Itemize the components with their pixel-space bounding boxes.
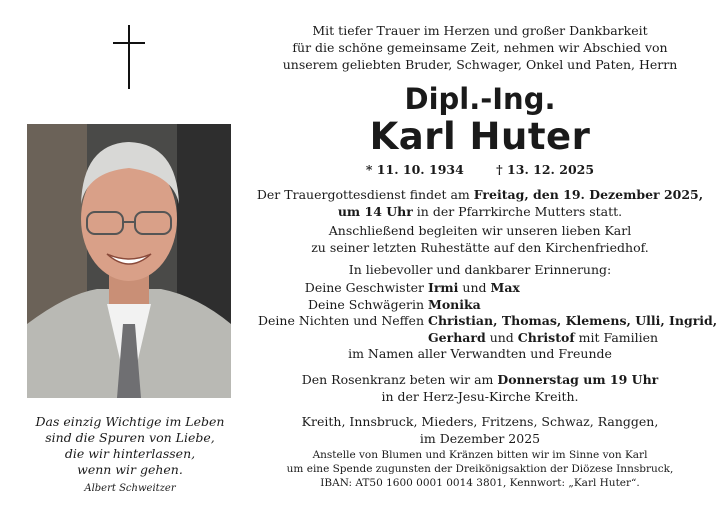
portrait-photo bbox=[27, 124, 231, 398]
funeral-service-info bbox=[250, 186, 710, 220]
family-row-nephews bbox=[250, 313, 720, 330]
quote-author: Albert Schweitzer bbox=[84, 483, 176, 494]
family-name: Gerhard bbox=[428, 329, 486, 345]
places-list: Kreith, Innsbruck, Mieders, Fritzens, Schwaz, Ranggen, bbox=[301, 414, 659, 429]
memorial-quote bbox=[10, 414, 250, 497]
cross-icon bbox=[113, 25, 145, 89]
family-name: Max bbox=[490, 280, 520, 295]
service-time: um 14 Uhr bbox=[337, 204, 413, 219]
deceased-name: Karl Huter bbox=[369, 115, 591, 158]
intro-line: unserem geliebten Bruder, Schwager, Onkel und Paten, Herrn bbox=[282, 57, 678, 72]
family-list bbox=[250, 280, 720, 346]
life-dates bbox=[250, 162, 710, 177]
places-date: im Dezember 2025 bbox=[419, 431, 541, 446]
quote-line: wenn wir gehen. bbox=[77, 462, 183, 477]
quote-line: die wir hinterlassen, bbox=[64, 446, 196, 461]
family-name: Monika bbox=[428, 296, 481, 312]
rosary-location: in der Herz-Jesu-Kirche Kreith. bbox=[381, 389, 579, 404]
memory-heading: In liebevoller und dankbarer Erinnerung: bbox=[348, 262, 612, 277]
donation-info bbox=[250, 448, 710, 490]
academic-title: Dipl.-Ing. bbox=[404, 82, 556, 116]
burial-line: zu seiner letzten Ruhestätte auf den Kirchenfriedhof. bbox=[311, 240, 649, 255]
death-date: † 13. 12. 2025 bbox=[496, 162, 595, 177]
intro-line: für die schöne gemeinsame Zeit, nehmen wir Abschied von bbox=[292, 40, 668, 55]
places-line bbox=[250, 413, 710, 447]
family-name: Christian, Thomas, Klemens, Ulli, Ingrid, bbox=[428, 313, 718, 328]
family-conj: und bbox=[485, 329, 518, 345]
family-row-nephews-cont bbox=[250, 330, 720, 347]
family-name: Christof bbox=[517, 329, 575, 345]
donation-line: IBAN: AT50 1600 0001 0014 3801, Kennwort: „Karl Huter“. bbox=[320, 477, 640, 489]
family-name: Irmi bbox=[428, 280, 459, 295]
intro-text bbox=[250, 22, 710, 73]
intro-line: Mit tiefer Trauer im Herzen und großer Dankbarkeit bbox=[312, 23, 648, 38]
service-post: in der Pfarrkirche Mutters statt. bbox=[412, 204, 623, 219]
service-date: Freitag, den 19. Dezember 2025, bbox=[473, 187, 704, 202]
family-tail: mit Familien bbox=[574, 329, 659, 345]
service-pre: Der Trauergottesdienst findet am bbox=[256, 187, 474, 202]
burial-line: Anschließend begleiten wir unseren lieben Karl bbox=[328, 223, 632, 238]
quote-line: sind die Spuren von Liebe, bbox=[45, 430, 215, 445]
family-label: Deine Schwägerin bbox=[307, 296, 424, 312]
quote-line: Das einzig Wichtige im Leben bbox=[35, 414, 225, 429]
family-row-inlaws bbox=[250, 297, 720, 314]
donation-line: Anstelle von Blumen und Kränzen bitten wir im Sinne von Karl bbox=[312, 449, 648, 461]
donation-line: um eine Spende zugunsten der Dreikönigsaktion der Diözese Innsbruck, bbox=[286, 463, 674, 475]
rosary-pre: Den Rosenkranz beten wir am bbox=[301, 372, 498, 387]
all-relatives-line: im Namen aller Verwandten und Freunde bbox=[348, 346, 612, 361]
burial-info bbox=[250, 222, 710, 256]
family-conj: und bbox=[458, 280, 491, 295]
family-label: Deine Geschwister bbox=[304, 280, 424, 295]
family-row-siblings bbox=[250, 280, 720, 297]
birth-date: * 11. 10. 1934 bbox=[365, 162, 464, 177]
rosary-date: Donnerstag um 19 Uhr bbox=[497, 372, 659, 387]
rosary-info bbox=[250, 371, 710, 405]
family-label: Deine Nichten und Neffen bbox=[257, 313, 424, 328]
